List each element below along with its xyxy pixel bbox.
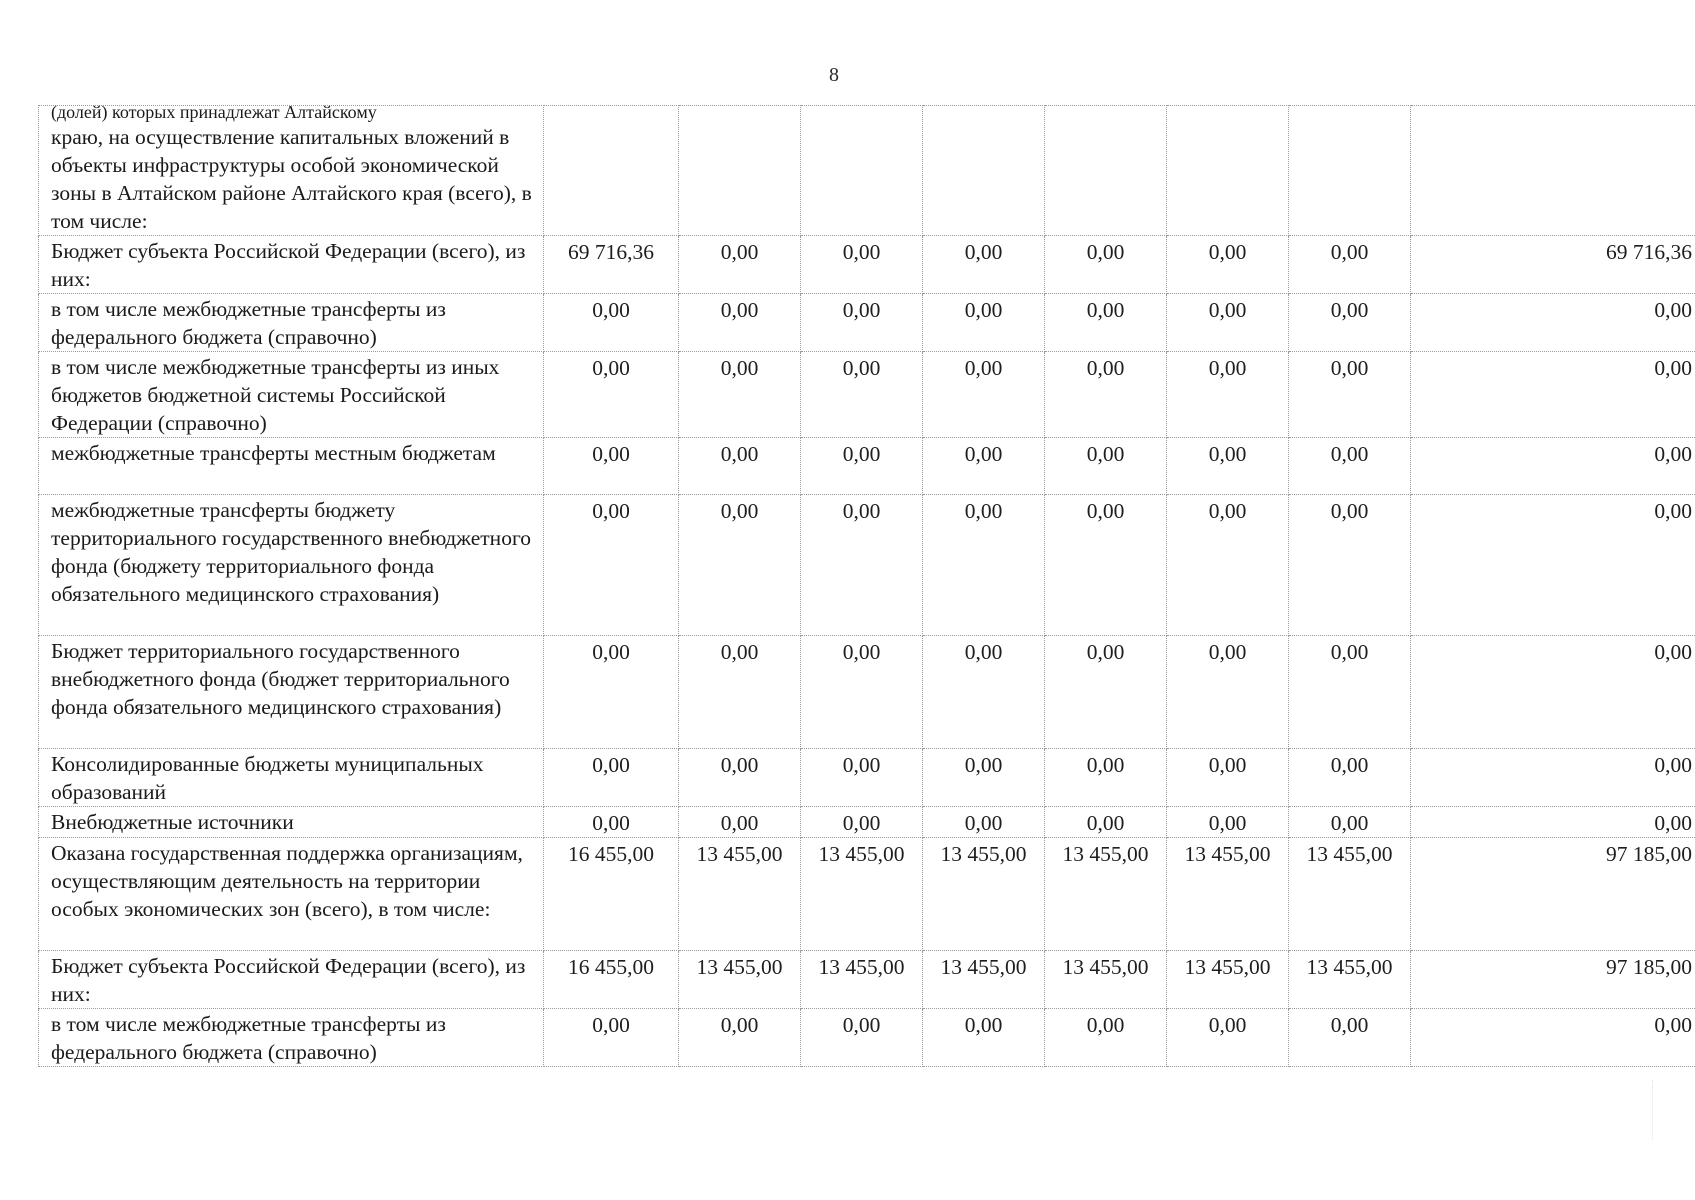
value-cell: 0,00 bbox=[1289, 495, 1411, 636]
budget-table bbox=[38, 105, 1695, 1067]
total-cell: 0,00 bbox=[1411, 294, 1695, 352]
value-cell: 0,00 bbox=[1167, 294, 1289, 352]
value-cell: 0,00 bbox=[1289, 749, 1411, 807]
total-cell: 0,00 bbox=[1411, 352, 1695, 438]
value-cell: 0,00 bbox=[923, 294, 1045, 352]
value-cell: 0,00 bbox=[544, 749, 679, 807]
total-cell: 97 185,00 bbox=[1411, 951, 1695, 1009]
value-cell: 0,00 bbox=[679, 1009, 801, 1067]
value-cell: 0,00 bbox=[1045, 636, 1167, 749]
value-cell: 0,00 bbox=[923, 807, 1045, 838]
value-cell: 0,00 bbox=[923, 1009, 1045, 1067]
total-cell: 97 185,00 bbox=[1411, 838, 1695, 951]
table-row bbox=[39, 838, 1695, 951]
value-cell: 0,00 bbox=[544, 495, 679, 636]
value-cell bbox=[1045, 106, 1167, 236]
total-cell: 0,00 bbox=[1411, 636, 1695, 749]
row-label: Бюджет территориального государственного внебюджетного фонда (бюджет территориального фонда обязательного медицинского страхования) bbox=[39, 636, 544, 749]
row-label bbox=[39, 106, 544, 236]
value-cell bbox=[1167, 106, 1289, 236]
value-cell: 0,00 bbox=[801, 438, 923, 495]
table-row bbox=[39, 106, 1695, 236]
value-cell: 69 716,36 bbox=[544, 236, 679, 294]
total-cell: 0,00 bbox=[1411, 1009, 1695, 1067]
value-cell: 13 455,00 bbox=[1289, 951, 1411, 1009]
total-cell bbox=[1411, 106, 1695, 236]
row-label: межбюджетные трансферты местным бюджетам bbox=[39, 438, 544, 495]
table-row bbox=[39, 352, 1695, 438]
value-cell: 13 455,00 bbox=[1289, 838, 1411, 951]
value-cell: 0,00 bbox=[679, 807, 801, 838]
table-row bbox=[39, 749, 1695, 807]
row-label-cut-line: (долей) которых принадлежат Алтайскому bbox=[51, 105, 377, 122]
value-cell: 0,00 bbox=[923, 438, 1045, 495]
scan-edge-artifact bbox=[1652, 1080, 1683, 1140]
total-cell: 0,00 bbox=[1411, 749, 1695, 807]
row-label: в том числе межбюджетные трансферты из федерального бюджета (справочно) bbox=[39, 294, 544, 352]
value-cell: 0,00 bbox=[801, 749, 923, 807]
value-cell: 0,00 bbox=[801, 294, 923, 352]
table-row bbox=[39, 438, 1695, 495]
table-row bbox=[39, 636, 1695, 749]
value-cell: 0,00 bbox=[1167, 636, 1289, 749]
value-cell: 0,00 bbox=[1167, 352, 1289, 438]
value-cell: 0,00 bbox=[923, 352, 1045, 438]
value-cell: 16 455,00 bbox=[544, 838, 679, 951]
row-label: Бюджет субъекта Российской Федерации (всего), из них: bbox=[39, 236, 544, 294]
value-cell bbox=[801, 106, 923, 236]
total-cell: 0,00 bbox=[1411, 438, 1695, 495]
value-cell: 0,00 bbox=[544, 438, 679, 495]
value-cell: 0,00 bbox=[923, 636, 1045, 749]
value-cell: 0,00 bbox=[679, 294, 801, 352]
value-cell: 0,00 bbox=[1045, 236, 1167, 294]
value-cell: 0,00 bbox=[1167, 1009, 1289, 1067]
value-cell: 13 455,00 bbox=[1167, 838, 1289, 951]
value-cell: 13 455,00 bbox=[679, 951, 801, 1009]
value-cell: 13 455,00 bbox=[801, 838, 923, 951]
value-cell: 0,00 bbox=[679, 236, 801, 294]
value-cell bbox=[1289, 106, 1411, 236]
value-cell bbox=[679, 106, 801, 236]
value-cell: 0,00 bbox=[923, 749, 1045, 807]
row-label: межбюджетные трансферты бюджету территориального государственного внебюджетного фонда (бюджету территориального фонда обязательного медицинского страхования) bbox=[39, 495, 544, 636]
value-cell: 0,00 bbox=[1289, 438, 1411, 495]
row-label: в том числе межбюджетные трансферты из иных бюджетов бюджетной системы Российской Федерации (справочно) bbox=[39, 352, 544, 438]
value-cell: 0,00 bbox=[1289, 807, 1411, 838]
value-cell bbox=[923, 106, 1045, 236]
table-row bbox=[39, 236, 1695, 294]
value-cell: 0,00 bbox=[544, 352, 679, 438]
value-cell: 0,00 bbox=[801, 807, 923, 838]
value-cell: 0,00 bbox=[923, 495, 1045, 636]
value-cell: 13 455,00 bbox=[1045, 838, 1167, 951]
value-cell: 0,00 bbox=[801, 352, 923, 438]
value-cell: 0,00 bbox=[1167, 236, 1289, 294]
value-cell: 16 455,00 bbox=[544, 951, 679, 1009]
value-cell: 13 455,00 bbox=[923, 951, 1045, 1009]
value-cell: 0,00 bbox=[1167, 495, 1289, 636]
value-cell: 13 455,00 bbox=[679, 838, 801, 951]
value-cell: 0,00 bbox=[1289, 294, 1411, 352]
value-cell bbox=[544, 106, 679, 236]
value-cell: 0,00 bbox=[1045, 294, 1167, 352]
value-cell: 13 455,00 bbox=[1045, 951, 1167, 1009]
value-cell: 0,00 bbox=[801, 1009, 923, 1067]
total-cell: 69 716,36 bbox=[1411, 236, 1695, 294]
value-cell: 0,00 bbox=[1045, 749, 1167, 807]
value-cell: 0,00 bbox=[544, 807, 679, 838]
row-label: Оказана государственная поддержка организациям, осуществляющим деятельность на территории особых экономических зон (всего), в том числе: bbox=[39, 838, 544, 951]
row-label: Внебюджетные источники bbox=[39, 807, 544, 838]
page-number: 8 bbox=[829, 64, 839, 86]
table-row bbox=[39, 1009, 1695, 1067]
value-cell: 0,00 bbox=[1167, 749, 1289, 807]
value-cell: 0,00 bbox=[1167, 807, 1289, 838]
value-cell: 0,00 bbox=[801, 495, 923, 636]
table-row bbox=[39, 807, 1695, 838]
value-cell: 0,00 bbox=[1289, 1009, 1411, 1067]
row-label-text: краю, на осуществление капитальных вложений в объекты инфраструктуры особой экономической зоны в Алтайском районе Алтайского края (всего), в том числе: bbox=[51, 125, 532, 233]
row-label: Бюджет субъекта Российской Федерации (всего), из них: bbox=[39, 951, 544, 1009]
value-cell: 0,00 bbox=[679, 438, 801, 495]
value-cell: 0,00 bbox=[679, 749, 801, 807]
row-label: Консолидированные бюджеты муниципальных образований bbox=[39, 749, 544, 807]
row-label: в том числе межбюджетные трансферты из федерального бюджета (справочно) bbox=[39, 1009, 544, 1067]
value-cell: 0,00 bbox=[1167, 438, 1289, 495]
value-cell: 0,00 bbox=[1045, 352, 1167, 438]
value-cell: 0,00 bbox=[1289, 236, 1411, 294]
value-cell: 0,00 bbox=[1289, 352, 1411, 438]
value-cell: 13 455,00 bbox=[923, 838, 1045, 951]
value-cell: 0,00 bbox=[544, 294, 679, 352]
total-cell: 0,00 bbox=[1411, 495, 1695, 636]
table-row bbox=[39, 294, 1695, 352]
value-cell: 0,00 bbox=[1045, 495, 1167, 636]
value-cell: 0,00 bbox=[801, 636, 923, 749]
value-cell: 0,00 bbox=[544, 636, 679, 749]
value-cell: 0,00 bbox=[1045, 807, 1167, 838]
value-cell: 0,00 bbox=[679, 636, 801, 749]
value-cell: 0,00 bbox=[1045, 438, 1167, 495]
value-cell: 13 455,00 bbox=[801, 951, 923, 1009]
value-cell: 0,00 bbox=[923, 236, 1045, 294]
value-cell: 13 455,00 bbox=[1167, 951, 1289, 1009]
value-cell: 0,00 bbox=[1045, 1009, 1167, 1067]
value-cell: 0,00 bbox=[544, 1009, 679, 1067]
value-cell: 0,00 bbox=[801, 236, 923, 294]
total-cell: 0,00 bbox=[1411, 807, 1695, 838]
value-cell: 0,00 bbox=[679, 352, 801, 438]
table-row bbox=[39, 951, 1695, 1009]
value-cell: 0,00 bbox=[1289, 636, 1411, 749]
table-row bbox=[39, 495, 1695, 636]
value-cell: 0,00 bbox=[679, 495, 801, 636]
table-body bbox=[39, 106, 1695, 1067]
